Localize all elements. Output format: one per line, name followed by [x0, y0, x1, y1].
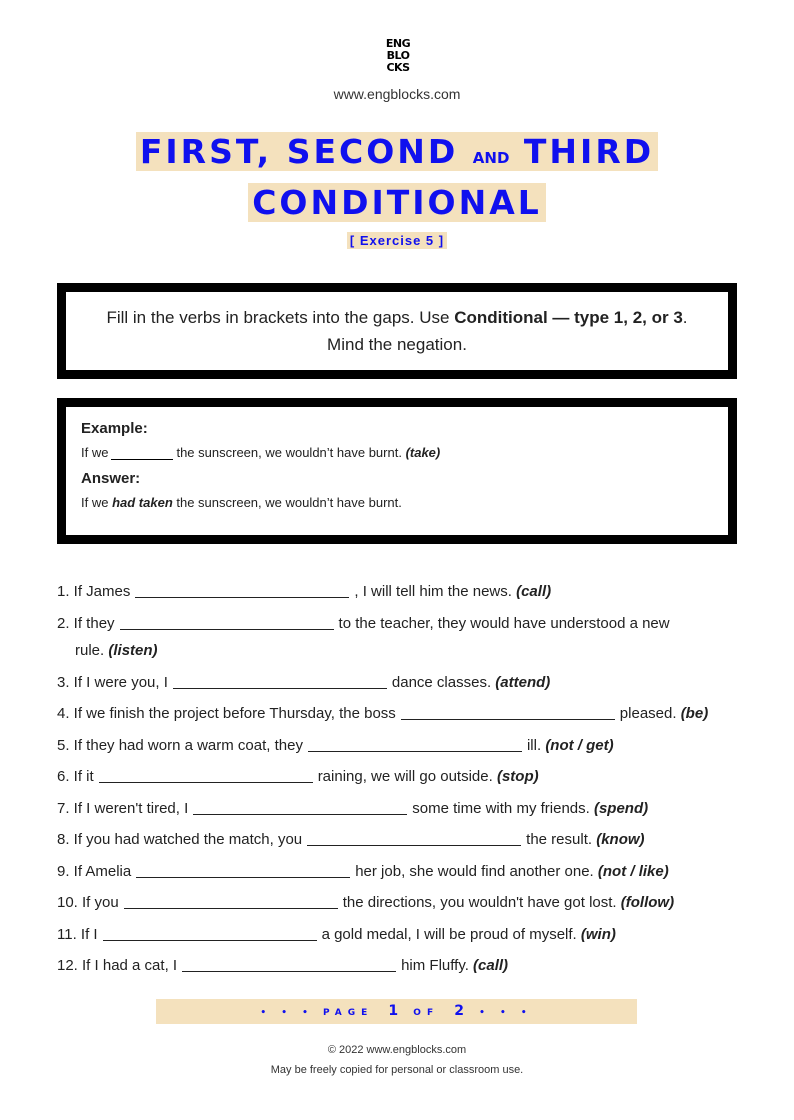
answer-gap[interactable]: [120, 615, 334, 630]
example-box: [57, 398, 737, 544]
exercise-tag: [0, 232, 794, 250]
page-indicator: • • • PAGE 1 OF 2 • • •: [156, 999, 637, 1024]
answer-gap[interactable]: [307, 831, 521, 846]
title-part: CONDITIONAL: [248, 183, 546, 222]
answer-gap[interactable]: [135, 583, 349, 598]
answer-label: Answer:: [81, 470, 141, 487]
worksheet-title-line-1: [0, 131, 794, 179]
question-item: 12. If I had a cat, I him Fluffy. (call): [57, 957, 509, 974]
question-item: 9. If Amelia her job, she would find another one. (not / like): [57, 863, 669, 880]
question-item: 1. If James , I will tell him the news. (call): [57, 583, 552, 600]
current-page: 1: [388, 1003, 399, 1019]
answer-gap[interactable]: [99, 768, 313, 783]
logo-line: ENG: [385, 37, 411, 50]
site-url[interactable]: www.engblocks.com: [333, 86, 461, 102]
example-gap: [111, 459, 173, 460]
exercise-label: [ Exercise 5 ]: [347, 232, 447, 249]
answer-gap[interactable]: [182, 957, 396, 972]
question-item: 8. If you had watched the match, you the result. (know): [57, 831, 645, 848]
answer-gap[interactable]: [193, 800, 407, 815]
question-item: 6. If it raining, we will go outside. (stop): [57, 768, 539, 785]
answer-sentence: If we had taken the sunscreen, we wouldn’t have burnt.: [81, 495, 402, 510]
answer-gap[interactable]: [136, 863, 350, 878]
answer-gap[interactable]: [401, 705, 615, 720]
answer-gap[interactable]: [173, 674, 387, 689]
total-pages: 2: [454, 1003, 464, 1019]
title-and: AND: [472, 149, 510, 167]
instructions-text: Fill in the verbs in brackets into the gaps. Use Conditional — type 1, 2, or 3. Mind the negation.: [106, 308, 688, 354]
answer-gap[interactable]: [124, 894, 338, 909]
engblocks-logo: [381, 38, 415, 74]
copyright: © 2022 www.engblocks.com: [327, 1044, 467, 1056]
question-item: 10. If you the directions, you wouldn't have got lost. (follow): [57, 894, 675, 911]
example-sentence: If we the sunscreen, we wouldn’t have burnt. (take): [81, 445, 441, 460]
answer-gap[interactable]: [103, 926, 317, 941]
question-item: 3. If I were you, I dance classes. (attend): [57, 674, 551, 691]
logo-line: CKS: [386, 61, 410, 74]
title-part: FIRST, SECOND AND THIRD: [136, 132, 658, 171]
instructions-box: [57, 283, 737, 379]
answer-gap[interactable]: [308, 737, 522, 752]
question-item: 7. If I weren't tired, I some time with my friends. (spend): [57, 800, 649, 817]
question-item: 4. If we finish the project before Thursday, the boss pleased. (be): [57, 705, 709, 722]
example-label: Example:: [81, 420, 148, 437]
logo-line: BLO: [386, 49, 410, 62]
question-item: 5. If they had worn a warm coat, they ill. (not / get): [57, 737, 614, 754]
license-note: May be freely copied for personal or classroom use.: [270, 1064, 524, 1076]
question-item: 2. If they to the teacher, they would have understood a new: [57, 615, 670, 632]
question-item-continuation: rule. (listen): [75, 642, 158, 659]
worksheet-title-line-2: [0, 182, 794, 224]
question-item: 11. If I a gold medal, I will be proud of myself. (win): [57, 926, 616, 943]
